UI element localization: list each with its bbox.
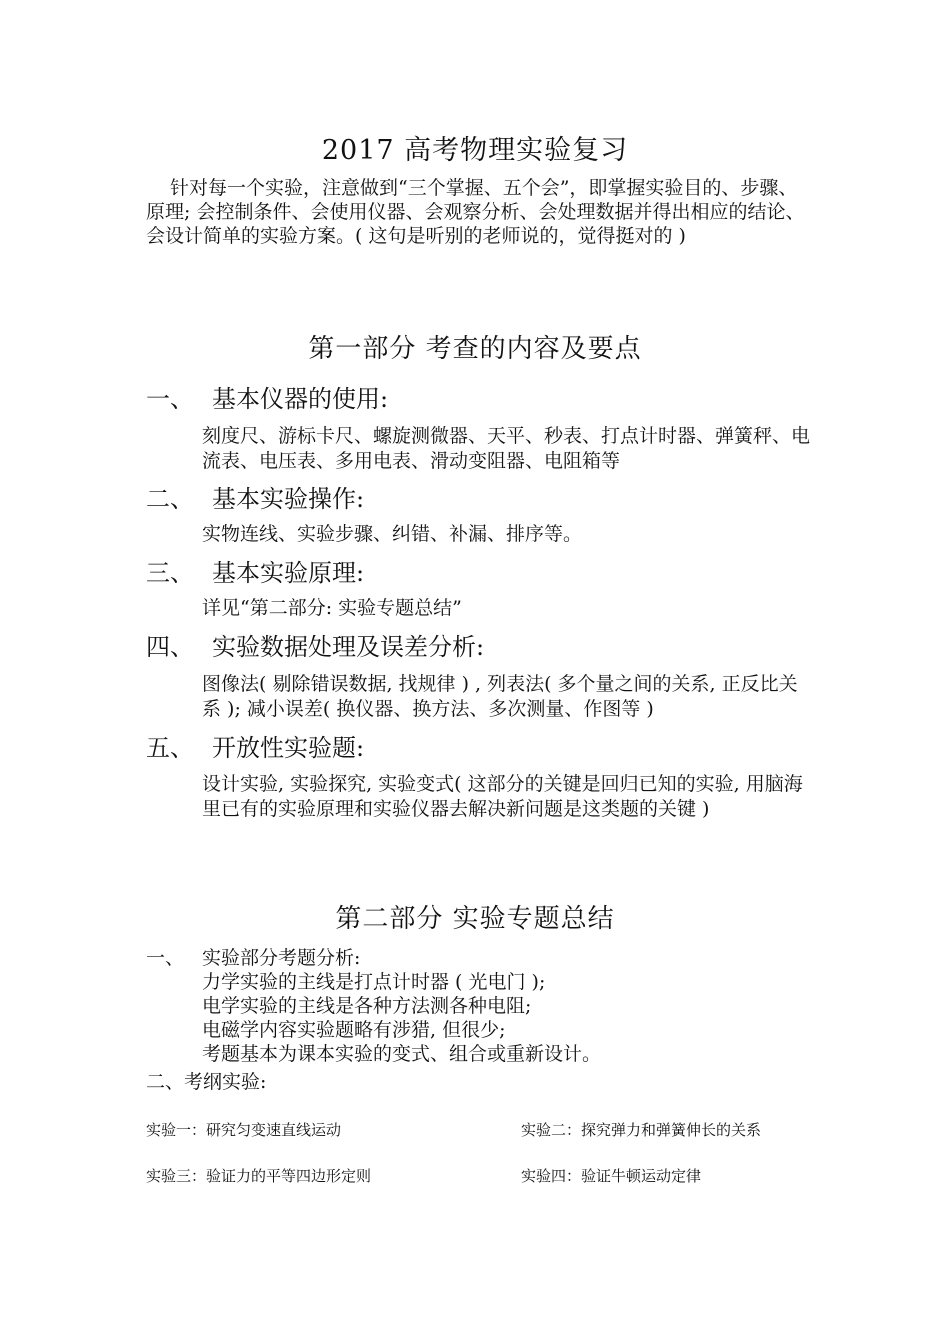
part2-title: 第二部分 实验专题总结 (335, 904, 615, 934)
part2-section-2-heading: 二、考纲实验: (146, 1071, 267, 1093)
part2-section-1-heading (146, 946, 360, 970)
experiment-2: 实验二：探究弹力和弹簧伸长的关系 (521, 1121, 762, 1139)
experiment-4: 实验四：验证牛顿运动定律 (521, 1167, 702, 1185)
part1-section-4-body: 图像法( 剔除错误数据, 找规律 ) , 列表法( 多个量之间的关系, 正反比关系 ); 减小误差( 换仪器、换方法、多次测量、作图等 ) (202, 673, 798, 720)
part1-section-3-body: 详见“第二部分: 实验专题总结” (202, 597, 462, 619)
section-heading-text: 实验部分考题分析: (202, 947, 361, 969)
part1-section-5-heading (146, 733, 364, 763)
section-number: 三、 (146, 559, 194, 587)
part1-section-3-heading (146, 558, 364, 588)
intro-paragraph (146, 176, 814, 248)
list-item: 电学实验的主线是各种方法测各种电阻; (202, 995, 532, 1017)
document-title: 2017 高考物理实验复习 (321, 135, 629, 166)
part1-title: 第一部分 考查的内容及要点 (308, 334, 642, 364)
list-item: 力学实验的主线是打点计时器 ( 光电门 ); (202, 971, 546, 993)
list-item: 考题基本为课本实验的变式、组合或重新设计。 (202, 1043, 602, 1065)
section-heading-text: 实验数据处理及误差分析: (212, 633, 485, 661)
analysis-list (202, 970, 814, 1066)
intro-text: 针对每一个实验，注意做到“三个掌握、五个会”，即掌握实验目的、步骤、原理; 会控制条件、会使用仪器、会观察分析、会处理数据并得出相应的结论、会设计简单的实验方案。( 这句是听别的老师说的，觉得挺对的 ) (146, 177, 805, 247)
part1-section-4-heading (146, 632, 484, 662)
section-heading-text: 基本实验操作: (212, 485, 365, 513)
section-number: 五、 (146, 734, 194, 762)
part1-section-1-body: 刻度尺、游标卡尺、螺旋测微器、天平、秒表、打点计时器、弹簧秤、电流表、电压表、多用电表、滑动变阻器、电阻箱等 (202, 425, 811, 472)
section-number: 一、 (146, 385, 194, 413)
experiment-1: 实验一：研究匀变速直线运动 (146, 1121, 342, 1139)
part1-section-2-heading (146, 484, 364, 514)
section-number: 二、 (146, 485, 194, 513)
section-heading-text: 基本仪器的使用: (212, 385, 389, 413)
section-heading-text: 基本实验原理: (212, 559, 365, 587)
part1-section-2-body: 实物连线、实验步骤、纠错、补漏、排序等。 (202, 523, 583, 545)
section-heading-text: 开放性实验题: (212, 734, 365, 762)
list-item: 电磁学内容实验题略有涉猎, 但很少; (202, 1019, 506, 1041)
experiment-3: 实验三：验证力的平等四边形定则 (146, 1167, 372, 1185)
part1-section-5-body: 设计实验, 实验探究, 实验变式( 这部分的关键是回归已知的实验, 用脑海里已有的实验原理和实验仪器去解决新问题是这类题的关键 ) (202, 773, 803, 820)
section-number: 四、 (146, 633, 194, 661)
section-number: 一、 (146, 947, 185, 969)
part1-section-1-heading (146, 384, 388, 414)
